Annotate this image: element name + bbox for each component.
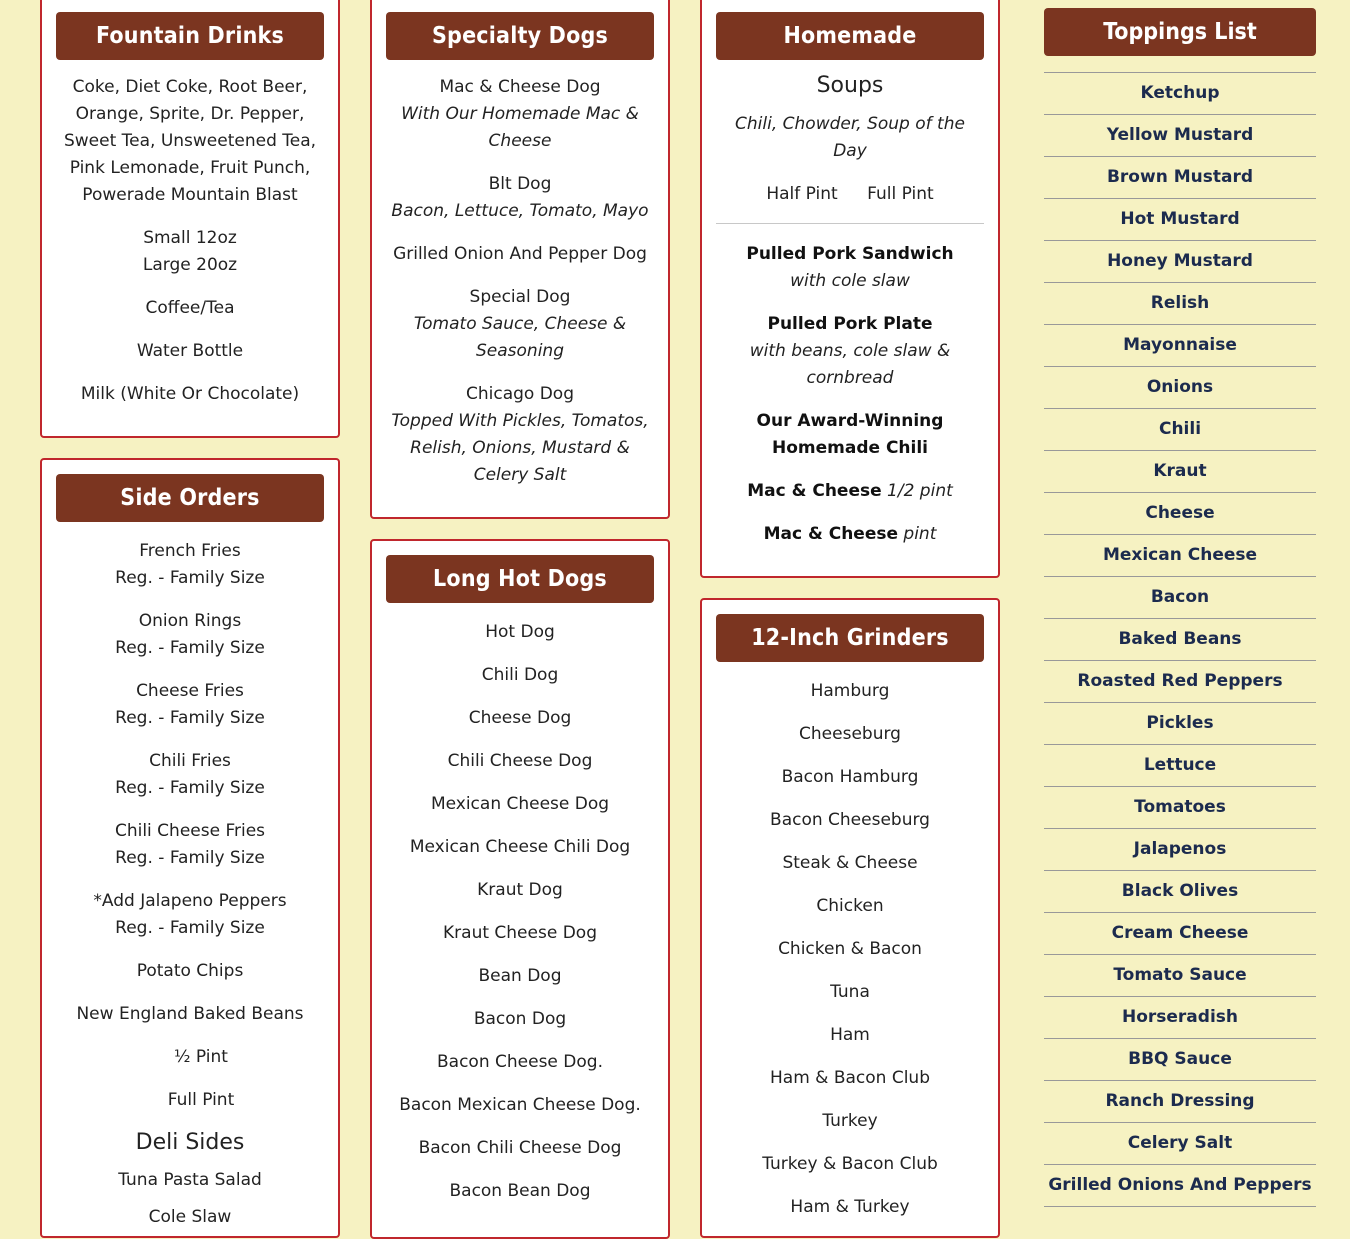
grinders-panel: [700, 598, 1000, 1238]
item-description: with cole slaw: [790, 271, 910, 291]
menu-item: Chili Cheese Dog: [447, 751, 593, 771]
menu-item: Onion Rings: [138, 611, 242, 631]
topping-item: Bacon: [1044, 577, 1316, 619]
soup-sizes: [710, 181, 990, 208]
side-orders-panel: [40, 458, 340, 1238]
soup-half-pint: Half Pint: [766, 184, 838, 204]
item-description: Seasoning: [476, 341, 564, 361]
menu-item: Blt Dog: [488, 174, 552, 194]
topping-item: Chili: [1044, 409, 1316, 451]
item-description: Relish, Onions, Mustard &: [410, 438, 630, 458]
topping-item: Cheese: [1044, 493, 1316, 535]
deli-sides-heading: Deli Sides: [135, 1130, 245, 1155]
size-option: ½ Pint: [174, 1047, 228, 1067]
grinders-header: 12-Inch Grinders: [716, 614, 984, 662]
item-description: cornbread: [806, 368, 894, 388]
menu-item: Ham & Bacon Club: [770, 1068, 930, 1088]
menu-item: Pulled Pork Plate: [767, 314, 933, 334]
menu-item: Hamburg: [810, 681, 890, 701]
menu-item: Mexican Cheese Chili Dog: [409, 837, 631, 857]
menu-item: Kraut Dog: [477, 880, 563, 900]
drinks-line: Sweet Tea, Unsweetened Tea,: [63, 131, 317, 151]
item-description: Chili, Chowder, Soup of the: [735, 114, 965, 134]
menu-item: Ham: [830, 1025, 870, 1045]
topping-item: Tomato Sauce: [1044, 955, 1316, 997]
topping-item: Jalapenos: [1044, 829, 1316, 871]
size-option: Reg. - Family Size: [115, 638, 265, 658]
menu-item: Turkey: [822, 1111, 878, 1131]
menu-item: Cole Slaw: [148, 1207, 232, 1227]
menu-item: Grilled Onion And Pepper Dog: [393, 244, 647, 264]
topping-item: Black Olives: [1044, 871, 1316, 913]
size-option: Reg. - Family Size: [115, 568, 265, 588]
item-description: Celery Salt: [473, 465, 567, 485]
fountain-drinks-panel: [40, 0, 340, 438]
specialty-dogs-header: Specialty Dogs: [386, 12, 654, 60]
menu-item: Hot Dog: [485, 622, 555, 642]
topping-item: Celery Salt: [1044, 1123, 1316, 1165]
topping-item: Ranch Dressing: [1044, 1081, 1316, 1123]
coffee-tea: Coffee/Tea: [145, 298, 235, 318]
soups-heading: Soups: [816, 73, 884, 98]
menu-item: Chili Cheese Fries: [114, 821, 266, 841]
size-option: Reg. - Family Size: [115, 708, 265, 728]
menu-item: Chicago Dog: [465, 384, 574, 404]
menu-item: Potato Chips: [136, 961, 244, 981]
topping-item: Horseradish: [1044, 997, 1316, 1039]
menu-item: Bacon Hamburg: [781, 767, 919, 787]
size-option: Reg. - Family Size: [115, 778, 265, 798]
menu-item: Steak & Cheese: [782, 853, 918, 873]
menu-item: Bacon Bean Dog: [449, 1181, 591, 1201]
size-option: Reg. - Family Size: [115, 848, 265, 868]
menu-item: Tuna: [830, 982, 870, 1002]
topping-item: Hot Mustard: [1044, 199, 1316, 241]
drinks-line: Orange, Sprite, Dr. Pepper,: [75, 104, 305, 124]
menu-item: Our Award-Winning: [756, 411, 944, 431]
drinks-line: Coke, Diet Coke, Root Beer,: [72, 77, 308, 97]
soup-full-pint: Full Pint: [867, 184, 934, 204]
topping-item: Roasted Red Peppers: [1044, 661, 1316, 703]
menu-item: New England Baked Beans: [76, 1004, 304, 1024]
menu-item: Bacon Dog: [473, 1009, 567, 1029]
menu-item: Tuna Pasta Salad: [118, 1170, 262, 1190]
item-description: Cheese: [488, 131, 552, 151]
topping-item: Pickles: [1044, 703, 1316, 745]
mac-cheese-size: 1/2 pint: [887, 481, 953, 501]
drinks-line: Powerade Mountain Blast: [82, 185, 298, 205]
fountain-drinks-header: Fountain Drinks: [56, 12, 324, 60]
homemade-panel: [700, 0, 1000, 578]
side-orders-header: Side Orders: [56, 474, 324, 522]
topping-item: Brown Mustard: [1044, 157, 1316, 199]
menu-item: Mac & Cheese Dog: [439, 77, 601, 97]
topping-item: Onions: [1044, 367, 1316, 409]
long-hot-dogs-header: Long Hot Dogs: [386, 555, 654, 603]
specialty-dogs-panel: [370, 0, 670, 519]
homemade-header: Homemade: [716, 12, 984, 60]
menu-item: Chili Dog: [481, 665, 559, 685]
topping-item: Mexican Cheese: [1044, 535, 1316, 577]
topping-item: Lettuce: [1044, 745, 1316, 787]
topping-item: Relish: [1044, 283, 1316, 325]
menu-item: Special Dog: [469, 287, 571, 307]
item-description: Bacon, Lettuce, Tomato, Mayo: [391, 201, 649, 221]
mac-cheese-size: pint: [903, 524, 937, 544]
divider: [716, 223, 984, 224]
topping-item: Ketchup: [1044, 73, 1316, 115]
menu-item: French Fries: [139, 541, 241, 561]
menu-item: Cheese Dog: [468, 708, 572, 728]
mac-cheese-label: Mac & Cheese: [747, 481, 882, 501]
long-hot-dogs-panel: [370, 539, 670, 1239]
menu-item: Bacon Chili Cheese Dog: [418, 1138, 622, 1158]
menu-item: Chili Fries: [149, 751, 231, 771]
milk: Milk (White Or Chocolate): [80, 384, 300, 404]
topping-item: Grilled Onions And Peppers: [1044, 1165, 1316, 1207]
menu-item: Homemade Chili: [771, 438, 928, 458]
toppings-list: [1044, 72, 1316, 1207]
size-option: Full Pint: [167, 1090, 235, 1110]
item-description: Day: [833, 141, 867, 161]
menu-item: Turkey & Bacon Club: [762, 1154, 938, 1174]
topping-item: Cream Cheese: [1044, 913, 1316, 955]
menu-item: Ham & Turkey: [790, 1197, 910, 1217]
size-small: Small 12oz: [143, 228, 237, 248]
menu-item: Chicken & Bacon: [778, 939, 922, 959]
menu-item: [710, 478, 990, 505]
item-description: with beans, cole slaw &: [749, 341, 951, 361]
menu-item: Kraut Cheese Dog: [443, 923, 597, 943]
topping-item: Yellow Mustard: [1044, 115, 1316, 157]
item-description: Tomato Sauce, Cheese &: [413, 314, 627, 334]
menu-item: *Add Jalapeno Peppers: [93, 891, 287, 911]
item-description: Topped With Pickles, Tomatos,: [391, 411, 649, 431]
menu-item: Mexican Cheese Dog: [430, 794, 610, 814]
menu-item: Cheeseburg: [799, 724, 901, 744]
menu-item: Cheese Fries: [136, 681, 244, 701]
topping-item: Kraut: [1044, 451, 1316, 493]
mac-cheese-label: Mac & Cheese: [763, 524, 899, 544]
water-bottle: Water Bottle: [136, 341, 244, 361]
toppings-header: Toppings List: [1044, 8, 1316, 56]
topping-item: Baked Beans: [1044, 619, 1316, 661]
topping-item: Honey Mustard: [1044, 241, 1316, 283]
item-description: With Our Homemade Mac &: [401, 104, 639, 124]
menu-item: Bacon Mexican Cheese Dog.: [399, 1095, 641, 1115]
menu-item: [710, 521, 990, 548]
menu-item: Bacon Cheese Dog.: [437, 1052, 603, 1072]
size-option: Reg. - Family Size: [115, 918, 265, 938]
menu-item: Bacon Cheeseburg: [770, 810, 930, 830]
topping-item: Tomatoes: [1044, 787, 1316, 829]
size-large: Large 20oz: [142, 255, 238, 275]
menu-item: Bean Dog: [478, 966, 562, 986]
menu-item: Chicken: [816, 896, 884, 916]
drinks-line: Pink Lemonade, Fruit Punch,: [69, 158, 311, 178]
topping-item: Mayonnaise: [1044, 325, 1316, 367]
menu-item: Pulled Pork Sandwich: [746, 244, 954, 264]
topping-item: BBQ Sauce: [1044, 1039, 1316, 1081]
